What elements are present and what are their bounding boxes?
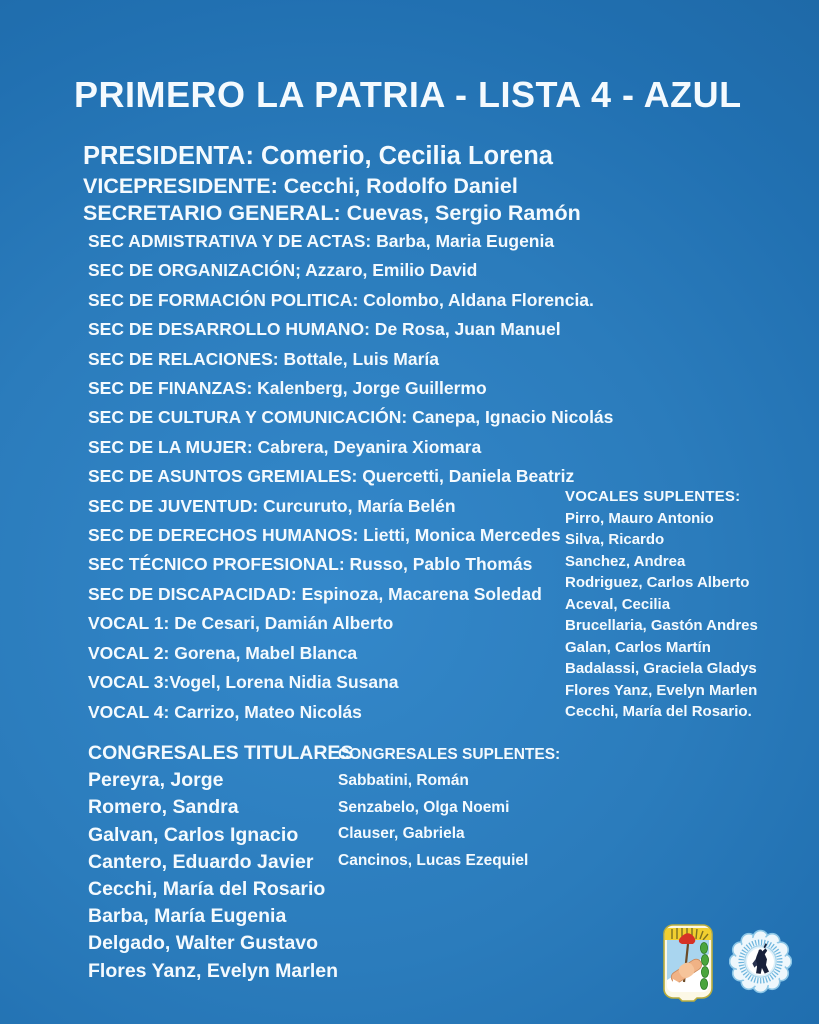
list-item: Cecchi, María del Rosario. (565, 703, 752, 721)
list-item: Flores Yanz, Evelyn Marlen (88, 959, 338, 982)
secretario-general-line: SECRETARIO GENERAL: Cuevas, Sergio Ramón (83, 201, 581, 225)
position-row: SEC DE JUVENTUD: Curcuruto, María Belén (88, 495, 456, 516)
position-row: SEC DE DERECHOS HUMANOS: Lietti, Monica Mercedes (88, 525, 561, 546)
vicepresidente-line: VICEPRESIDENTE: Cecchi, Rodolfo Daniel (83, 174, 518, 198)
list-item: Pereyra, Jorge (88, 769, 224, 792)
vocales-suplentes-list (565, 486, 758, 723)
position-row: SEC DE ASUNTOS GREMIALES: Quercetti, Daniela Beatriz (88, 466, 575, 487)
list-item: Rodriguez, Carlos Alberto (565, 574, 750, 592)
list-item: Galvan, Carlos Ignacio (88, 823, 299, 846)
list-item: Clauser, Gabriela (338, 825, 465, 843)
rosette-seal-icon (729, 925, 792, 998)
position-row: SEC DE FINANZAS: Kalenberg, Jorge Guillermo (88, 378, 487, 399)
list-item: Delgado, Walter Gustavo (88, 932, 319, 955)
list-item: Cecchi, María del Rosario (88, 878, 326, 901)
position-row: VOCAL 2: Gorena, Mabel Blanca (88, 642, 358, 663)
list-item: Badalassi, Graciela Gladys (565, 660, 757, 678)
page-title: PRIMERO LA PATRIA - LISTA 4 - AZUL (74, 74, 742, 115)
position-row: SEC ADMISTRATIVA Y DE ACTAS: Barba, Maria Eugenia (88, 231, 555, 251)
position-row: SEC TÉCNICO PROFESIONAL: Russo, Pablo Thomás (88, 554, 533, 575)
presidenta-line: PRESIDENTA: Comerio, Cecilia Lorena (83, 142, 553, 170)
list-item: Cancinos, Lucas Ezequiel (338, 851, 529, 869)
list-item: Cantero, Eduardo Javier (88, 850, 314, 873)
position-row: VOCAL 1: De Cesari, Damián Alberto (88, 613, 394, 634)
congresales-suplentes-list (338, 742, 560, 874)
position-row: VOCAL 4: Carrizo, Mateo Nicolás (88, 701, 362, 722)
list-item: Brucellaria, Gastón Andres (565, 617, 758, 635)
vocales-suplentes-header: VOCALES SUPLENTES: (565, 488, 741, 505)
position-row: SEC DE RELACIONES: Bottale, Luis María (88, 348, 440, 369)
congresales-titulares-header: CONGRESALES TITULARES (88, 742, 354, 764)
position-row: VOCAL 3:Vogel, Lorena Nidia Susana (88, 672, 399, 693)
congresales-titulares-list (88, 740, 353, 985)
list-item: Sabbatini, Román (338, 772, 469, 790)
list-item: Senzabelo, Olga Noemi (338, 798, 510, 816)
position-row: SEC DE LA MUJER: Cabrera, Deyanira Xiomara (88, 436, 482, 457)
congresales-suplentes-header: CONGRESALES SUPLENTES: (338, 746, 561, 763)
list-item: Galan, Carlos Martín (565, 638, 711, 656)
list-item: Barba, María Eugenia (88, 905, 287, 928)
positions-list (88, 227, 613, 727)
list-item: Silva, Ricardo (565, 531, 665, 549)
justicialist-party-shield-icon (663, 924, 713, 1002)
list-item: Sanchez, Andrea (565, 552, 686, 570)
position-row: SEC DE DISCAPACIDAD: Espinoza, Macarena Soledad (88, 583, 542, 604)
list-item: Flores Yanz, Evelyn Marlen (565, 681, 758, 699)
position-row: SEC DE CULTURA Y COMUNICACIÓN: Canepa, Ignacio Nicolás (88, 407, 614, 428)
list-item: Aceval, Cecilia (565, 595, 671, 613)
list-item: Pirro, Mauro Antonio (565, 509, 714, 527)
position-row: SEC DE FORMACIÓN POLITICA: Colombo, Aldana Florencia. (88, 289, 594, 310)
list-item: Romero, Sandra (88, 796, 239, 819)
position-row: SEC DE DESARROLLO HUMANO: De Rosa, Juan Manuel (88, 319, 561, 340)
position-row: SEC DE ORGANIZACIÓN; Azzaro, Emilio David (88, 260, 478, 281)
